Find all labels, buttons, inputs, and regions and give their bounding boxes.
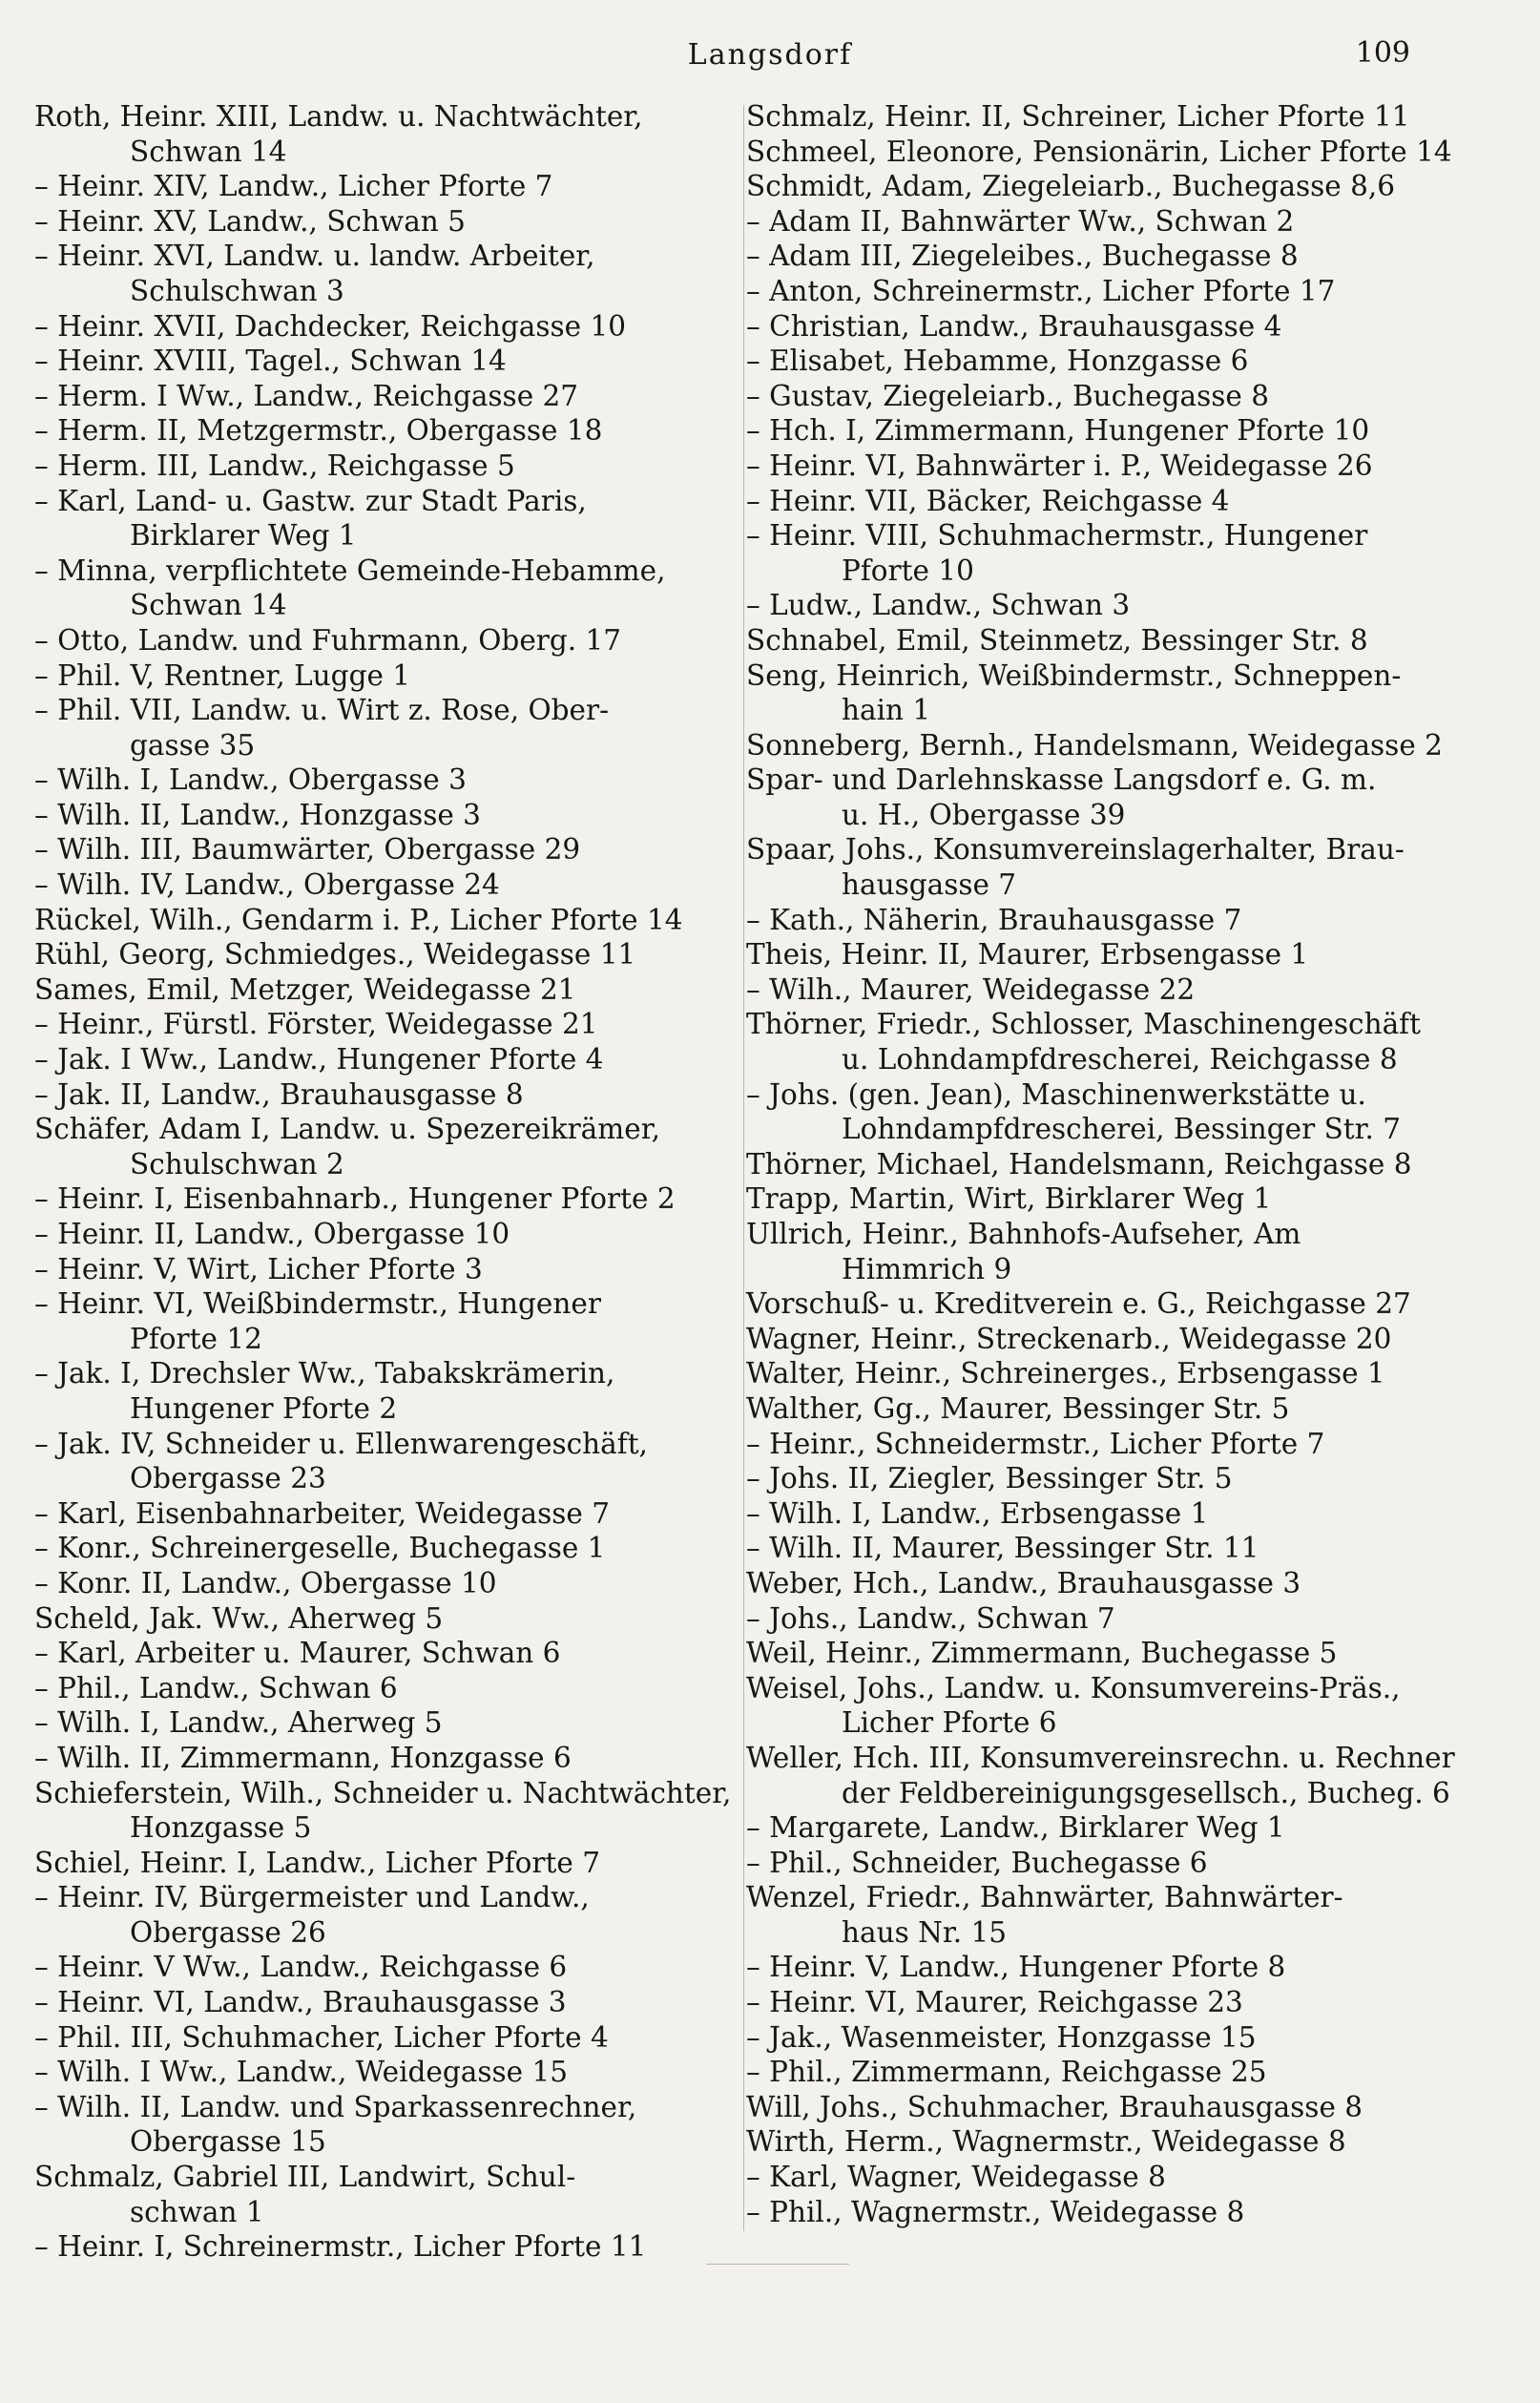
- directory-entry: Rückel, Wilh., Gendarm i. P., Licher Pforte 14: [34, 903, 683, 936]
- entry-continuation: haus Nr. 15: [842, 1915, 1008, 1949]
- directory-entry: – Heinr. VIII, Schuhmachermstr., Hungener: [746, 519, 1368, 553]
- directory-entry: – Karl, Arbeiter u. Maurer, Schwan 6: [34, 1637, 561, 1670]
- directory-entry: – Kath., Näherin, Brauhausgasse 7: [746, 903, 1242, 936]
- directory-entry: – Minna, verpflichtete Gemeinde-Hebamme,: [34, 554, 666, 587]
- directory-entry: Will, Johs., Schuhmacher, Brauhausgasse 8: [746, 2090, 1363, 2123]
- directory-entry: – Wilh. III, Baumwärter, Obergasse 29: [34, 833, 581, 867]
- directory-entry: – Johs. (gen. Jean), Maschinenwerkstätte u.: [746, 1077, 1366, 1111]
- entry-continuation: hain 1: [842, 694, 931, 727]
- entry-continuation: Schulschwan 3: [130, 274, 344, 307]
- page-header: [0, 29, 1540, 76]
- directory-entry: – Margarete, Landw., Birklarer Weg 1: [746, 1811, 1285, 1845]
- directory-entry: – Wilh. II, Landw. und Sparkassenrechner,: [34, 2090, 637, 2123]
- directory-entry: – Johs., Landw., Schwan 7: [746, 1601, 1115, 1635]
- directory-entry: – Konr., Schreinergeselle, Buchegasse 1: [34, 1532, 606, 1565]
- directory-entry: Wagner, Heinr., Streckenarb., Weidegasse 20: [746, 1322, 1392, 1355]
- directory-entry: – Jak. II, Landw., Brauhausgasse 8: [34, 1077, 524, 1111]
- directory-entry: – Wilh. II, Zimmermann, Honzgasse 6: [34, 1741, 572, 1774]
- entry-continuation: Licher Pforte 6: [842, 1706, 1057, 1740]
- entry-continuation: Himmrich 9: [842, 1252, 1012, 1285]
- column-divider: [743, 105, 744, 2231]
- entry-continuation: der Feldbereinigungsgesellsch., Bucheg. 6: [842, 1776, 1450, 1809]
- entry-continuation: Hungener Pforte 2: [130, 1391, 398, 1425]
- directory-entry: – Heinr. I, Schreinermstr., Licher Pforte 11: [34, 2230, 647, 2264]
- directory-entry: – Konr. II, Landw., Obergasse 10: [34, 1566, 497, 1599]
- directory-entry: – Wilh. IV, Landw., Obergasse 24: [34, 868, 500, 902]
- directory-entry: – Heinr. V, Wirt, Licher Pforte 3: [34, 1252, 483, 1285]
- directory-entry: – Elisabet, Hebamme, Honzgasse 6: [746, 345, 1249, 378]
- directory-entry: – Heinr. VI, Bahnwärter i. P., Weidegasse 26: [746, 449, 1373, 482]
- directory-entry: – Phil., Schneider, Buchegasse 6: [746, 1846, 1208, 1879]
- directory-entry: – Herm. I Ww., Landw., Reichgasse 27: [34, 379, 579, 412]
- entry-continuation: hausgasse 7: [842, 868, 1017, 902]
- directory-entry: – Karl, Wagner, Weidegasse 8: [746, 2161, 1166, 2194]
- entry-continuation: Obergasse 15: [130, 2125, 326, 2159]
- directory-entry: Weil, Heinr., Zimmermann, Buchegasse 5: [746, 1637, 1338, 1670]
- directory-entry: – Wilh. I, Landw., Obergasse 3: [34, 763, 467, 797]
- directory-entry: – Otto, Landw. und Fuhrmann, Oberg. 17: [34, 623, 622, 657]
- directory-entry: Trapp, Martin, Wirt, Birklarer Weg 1: [746, 1182, 1272, 1216]
- directory-entry: – Wilh. II, Maurer, Bessinger Str. 11: [746, 1532, 1259, 1565]
- directory-entry: Rühl, Georg, Schmiedges., Weidegasse 11: [34, 938, 636, 972]
- directory-entry: Seng, Heinrich, Weißbindermstr., Schneppen-: [746, 658, 1402, 692]
- directory-entry: Vorschuß- u. Kreditverein e. G., Reichgasse 27: [746, 1287, 1411, 1321]
- directory-entry: Schieferstein, Wilh., Schneider u. Nachtwächter,: [34, 1776, 732, 1809]
- directory-entry: – Phil. VII, Landw. u. Wirt z. Rose, Ober-: [34, 694, 610, 727]
- entry-continuation: u. H., Obergasse 39: [842, 798, 1126, 831]
- directory-entry: – Adam II, Bahnwärter Ww., Schwan 2: [746, 204, 1295, 238]
- directory-entry: Ullrich, Heinr., Bahnhofs-Aufseher, Am: [746, 1218, 1301, 1250]
- directory-entry: – Heinr., Schneidermstr., Licher Pforte 7: [746, 1427, 1325, 1460]
- entry-continuation: Schulschwan 2: [130, 1147, 344, 1181]
- directory-entry: Weisel, Johs., Landw. u. Konsumvereins-Präs.,: [746, 1671, 1401, 1704]
- directory-entry: – Heinr., Fürstl. Förster, Weidegasse 21: [34, 1008, 598, 1041]
- directory-entry: – Karl, Eisenbahnarbeiter, Weidegasse 7: [34, 1496, 610, 1530]
- directory-entry: Schnabel, Emil, Steinmetz, Bessinger Str. 8: [746, 623, 1368, 657]
- directory-entry: – Heinr. XVII, Dachdecker, Reichgasse 10: [34, 309, 627, 343]
- entry-continuation: Pforte 12: [130, 1322, 262, 1355]
- directory-entry: – Jak. IV, Schneider u. Ellenwarengeschäft,: [34, 1427, 648, 1460]
- directory-entry: Schmeel, Eleonore, Pensionärin, Licher Pforte 14: [746, 135, 1452, 168]
- entry-continuation: schwan 1: [130, 2195, 264, 2228]
- directory-entry: – Jak. I, Drechsler Ww., Tabakskrämerin,: [34, 1357, 615, 1390]
- entry-continuation: Obergasse 26: [130, 1915, 326, 1949]
- directory-entry: – Heinr. XV, Landw., Schwan 5: [34, 204, 466, 238]
- directory-entry: – Johs. II, Ziegler, Bessinger Str. 5: [746, 1462, 1233, 1495]
- directory-entry: Schiel, Heinr. I, Landw., Licher Pforte 7: [34, 1846, 600, 1879]
- directory-entry: Walter, Heinr., Schreinerges., Erbsengasse 1: [746, 1357, 1385, 1390]
- directory-entry: Spaar, Johs., Konsumvereinslagerhalter, Brau-: [746, 833, 1405, 867]
- directory-entry: – Anton, Schreinermstr., Licher Pforte 17: [746, 274, 1336, 307]
- entry-continuation: Obergasse 23: [130, 1462, 326, 1495]
- entry-continuation: Pforte 10: [842, 554, 974, 587]
- directory-entry: – Heinr. V Ww., Landw., Reichgasse 6: [34, 1951, 568, 1984]
- directory-entry: – Phil. V, Rentner, Lugge 1: [34, 658, 411, 692]
- directory-entry: Weller, Hch. III, Konsumvereinsrechn. u. Rechner: [746, 1741, 1455, 1774]
- directory-entry: – Christian, Landw., Brauhausgasse 4: [746, 309, 1282, 343]
- entry-continuation: u. Lohndampfdrescherei, Reichgasse 8: [842, 1043, 1398, 1076]
- directory-entry: – Jak. I Ww., Landw., Hungener Pforte 4: [34, 1043, 604, 1076]
- directory-entry: – Wilh. I, Landw., Erbsengasse 1: [746, 1496, 1209, 1530]
- directory-entry: – Wilh. I, Landw., Aherweg 5: [34, 1706, 443, 1740]
- entry-continuation: Schwan 14: [130, 135, 287, 168]
- directory-entry: – Heinr. VI, Maurer, Reichgasse 23: [746, 1986, 1243, 2019]
- directory-entry: – Heinr. XVIII, Tagel., Schwan 14: [34, 345, 507, 378]
- directory-entry: – Wilh. I Ww., Landw., Weidegasse 15: [34, 2056, 569, 2089]
- entry-continuation: Schwan 14: [130, 589, 287, 622]
- directory-entry: – Adam III, Ziegeleibes., Buchegasse 8: [746, 240, 1299, 273]
- entry-continuation: gasse 35: [130, 728, 256, 762]
- directory-entry: Scheld, Jak. Ww., Aherweg 5: [34, 1601, 444, 1635]
- directory-entry: – Karl, Land- u. Gastw. zur Stadt Paris,: [34, 484, 587, 517]
- directory-entry: Theis, Heinr. II, Maurer, Erbsengasse 1: [746, 938, 1309, 972]
- directory-entry: – Wilh. II, Landw., Honzgasse 3: [34, 798, 481, 831]
- directory-entry: – Heinr. VI, Weißbindermstr., Hungener: [34, 1287, 601, 1321]
- directory-entry: – Phil., Wagnermstr., Weidegasse 8: [746, 2195, 1245, 2228]
- directory-entry: – Herm. II, Metzgermstr., Obergasse 18: [34, 414, 603, 448]
- directory-entry: – Heinr. II, Landw., Obergasse 10: [34, 1218, 510, 1250]
- entry-continuation: Birklarer Weg 1: [130, 519, 357, 553]
- directory-entry: – Hch. I, Zimmermann, Hungener Pforte 10: [746, 414, 1370, 448]
- directory-entry: – Heinr. XVI, Landw. u. landw. Arbeiter,: [34, 240, 595, 273]
- entry-continuation: Lohndampfdrescherei, Bessinger Str. 7: [842, 1113, 1402, 1146]
- directory-entry: – Gustav, Ziegeleiarb., Buchegasse 8: [746, 379, 1269, 412]
- directory-entry: – Heinr. IV, Bürgermeister und Landw.,: [34, 1881, 590, 1914]
- directory-entry: Weber, Hch., Landw., Brauhausgasse 3: [746, 1566, 1301, 1599]
- directory-column-right: [746, 99, 1454, 2229]
- directory-column-left: [34, 99, 742, 2265]
- directory-entry: – Phil., Landw., Schwan 6: [34, 1671, 398, 1704]
- directory-entry: – Heinr. V, Landw., Hungener Pforte 8: [746, 1951, 1286, 1984]
- directory-entry: Spar- und Darlehnskasse Langsdorf e. G. m.: [746, 763, 1377, 797]
- directory-entry: Schäfer, Adam I, Landw. u. Spezereikrämer,: [34, 1113, 660, 1146]
- directory-entry: Thörner, Friedr., Schlosser, Maschinengeschäft: [746, 1008, 1421, 1041]
- directory-entry: – Heinr. VI, Landw., Brauhausgasse 3: [34, 1986, 567, 2019]
- directory-entry: Schmalz, Gabriel III, Landwirt, Schul-: [34, 2161, 576, 2194]
- page-number: 109: [1355, 36, 1410, 70]
- page-title: Langsdorf: [687, 38, 853, 72]
- directory-entry: Sonneberg, Bernh., Handelsmann, Weidegasse 2: [746, 728, 1443, 762]
- entry-continuation: Honzgasse 5: [130, 1811, 312, 1845]
- directory-entry: Wirth, Herm., Wagnermstr., Weidegasse 8: [746, 2125, 1346, 2159]
- directory-entry: – Phil., Zimmermann, Reichgasse 25: [746, 2056, 1267, 2089]
- directory-entry: Roth, Heinr. XIII, Landw. u. Nachtwächter,: [34, 100, 643, 133]
- directory-entry: – Phil. III, Schuhmacher, Licher Pforte 4: [34, 2020, 609, 2054]
- directory-entry: – Herm. III, Landw., Reichgasse 5: [34, 449, 515, 482]
- footer-rule: [706, 2264, 849, 2265]
- directory-entry: – Ludw., Landw., Schwan 3: [746, 589, 1131, 622]
- directory-entry: Walther, Gg., Maurer, Bessinger Str. 5: [746, 1391, 1290, 1425]
- directory-entry: – Heinr. VII, Bäcker, Reichgasse 4: [746, 484, 1230, 517]
- directory-entry: Sames, Emil, Metzger, Weidegasse 21: [34, 972, 576, 1006]
- directory-entry: – Wilh., Maurer, Weidegasse 22: [746, 972, 1196, 1006]
- directory-entry: Wenzel, Friedr., Bahnwärter, Bahnwärter-: [746, 1881, 1343, 1914]
- directory-entry: Schmidt, Adam, Ziegeleiarb., Buchegasse 8,6: [746, 170, 1396, 203]
- directory-entry: Thörner, Michael, Handelsmann, Reichgasse 8: [746, 1147, 1412, 1181]
- directory-entry: – Jak., Wasenmeister, Honzgasse 15: [746, 2020, 1257, 2054]
- directory-entry: Schmalz, Heinr. II, Schreiner, Licher Pforte 11: [746, 100, 1410, 133]
- directory-entry: – Heinr. XIV, Landw., Licher Pforte 7: [34, 170, 553, 203]
- directory-entry: – Heinr. I, Eisenbahnarb., Hungener Pforte 2: [34, 1182, 676, 1216]
